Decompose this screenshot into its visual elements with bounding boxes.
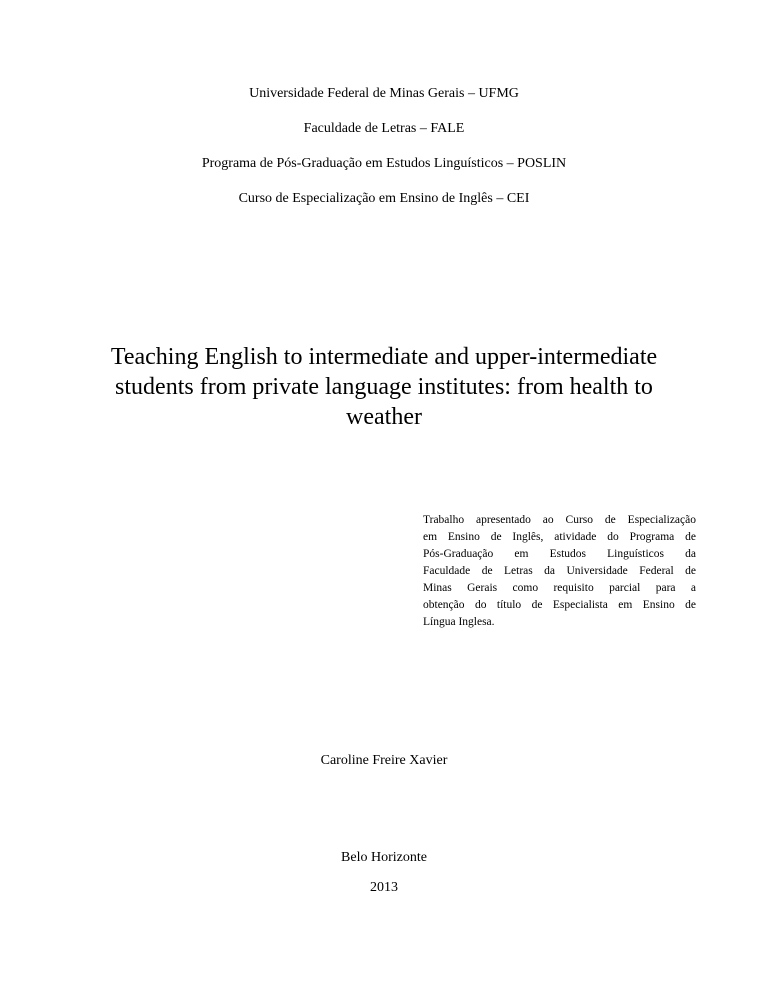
title-line-1: Teaching English to intermediate and upper-intermediate [110, 344, 658, 370]
presentation-line-7: Língua Inglesa. [423, 616, 495, 628]
presentation-line-4: Faculdade de Letras da Universidade Federal de [423, 565, 696, 577]
author-name: Caroline Freire Xavier [320, 753, 448, 768]
presentation-note [423, 512, 696, 631]
program-name: Programa de Pós-Graduação em Estudos Linguísticos – POSLIN [201, 156, 567, 171]
title-line-2: students from private language institutes: from health to [115, 374, 653, 400]
presentation-line-1: Trabalho apresentado ao Curso de Especialização [423, 514, 696, 526]
presentation-line-6: obtenção do título de Especialista em Ensino de [423, 599, 696, 611]
presentation-line-3: Pós-Graduação em Estudos Linguísticos da [423, 548, 696, 560]
presentation-line-2: em Ensino de Inglês, atividade do Programa de [423, 531, 696, 543]
institution-header [0, 86, 768, 226]
publication-year: 2013 [370, 880, 398, 895]
university-name: Universidade Federal de Minas Gerais – UFMG [249, 86, 519, 101]
city-name: Belo Horizonte [341, 850, 427, 865]
faculty-name: Faculdade de Letras – FALE [303, 121, 465, 136]
course-name: Curso de Especialização em Ensino de Inglês – CEI [238, 191, 530, 206]
title-line-3: weather [346, 404, 422, 430]
document-title [0, 342, 768, 432]
presentation-line-5: Minas Gerais como requisito parcial para a [423, 582, 696, 594]
